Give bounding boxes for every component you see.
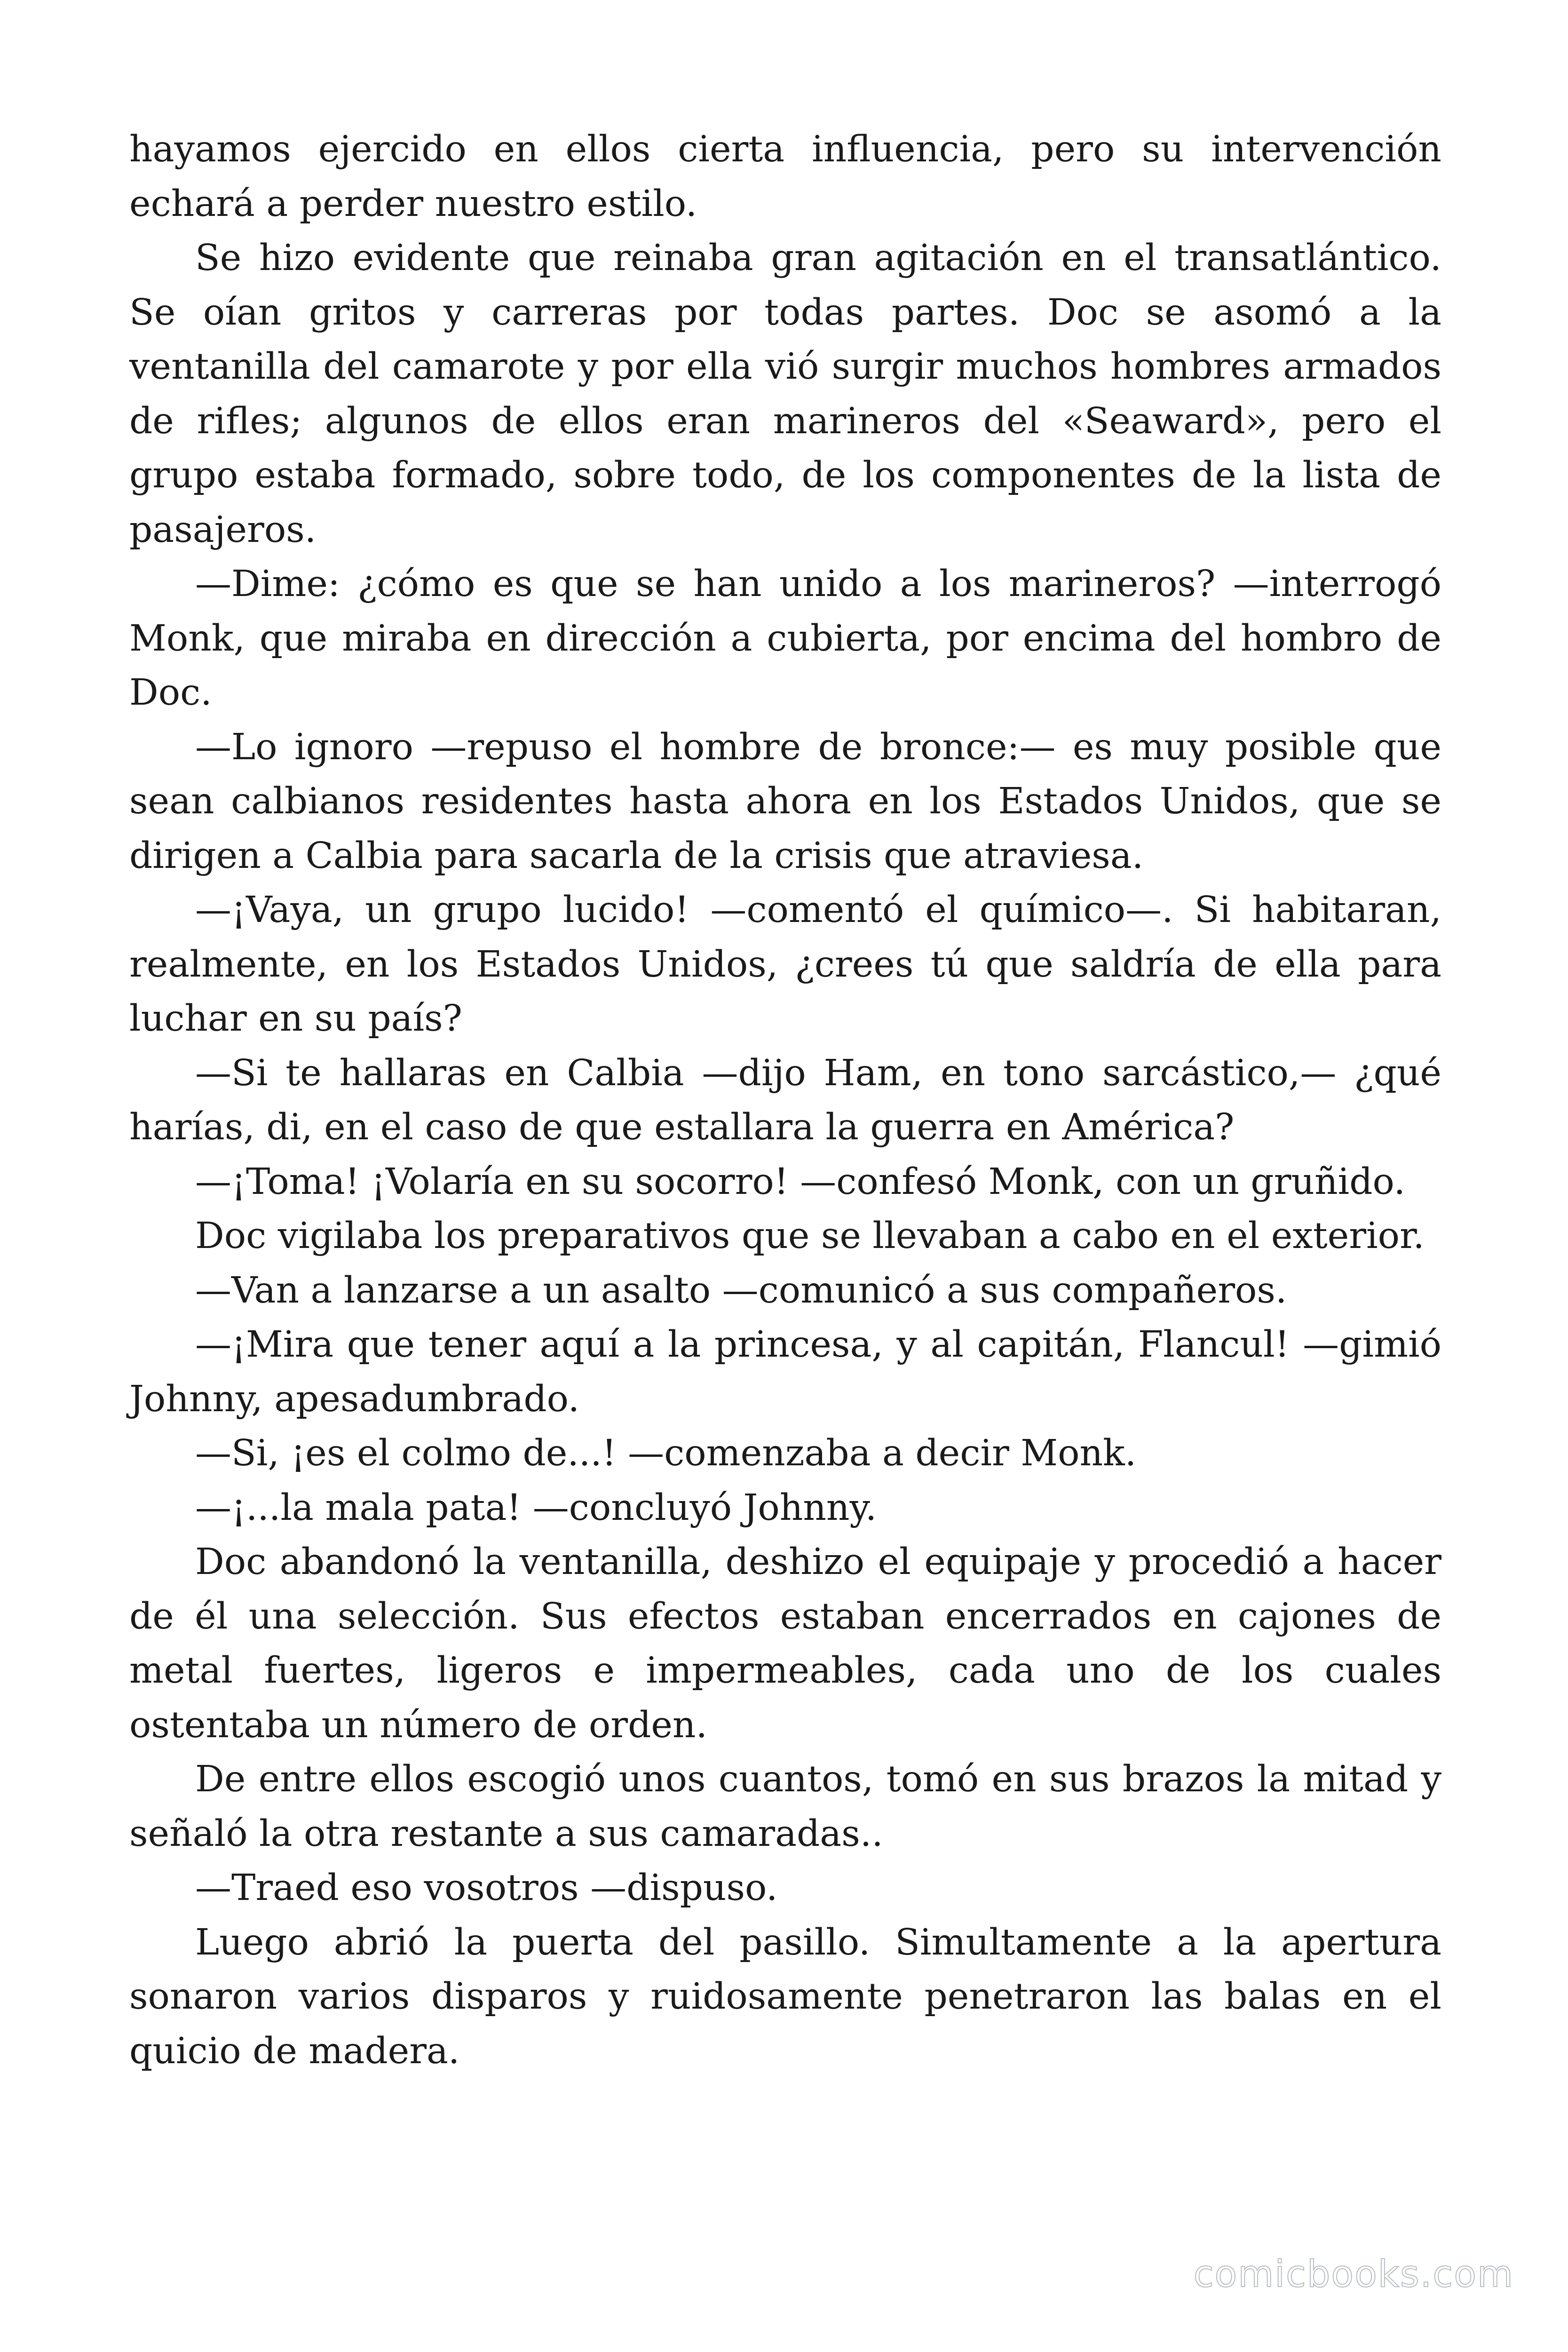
- watermark: comicbooks.com: [1193, 2253, 1514, 2296]
- paragraph-4: —Lo ignoro —repuso el hombre de bronce:— es muy posible que sean calbianos residentes hasta ahora en los Estados Unidos, que se dirigen a Calbia para sacarla de la crisis que atraviesa.: [129, 726, 1441, 877]
- paragraph-5: —¡Vaya, un grupo lucido! —comentó el químico—. Si habitaran, realmente, en los Estados Unidos, ¿crees tú que saldría de ella para luchar en su país?: [129, 889, 1441, 1040]
- paragraph-8: Doc vigilaba los preparativos que se llevaban a cabo en el exterior.: [195, 1215, 1425, 1257]
- paragraph-2: Se hizo evidente que reinaba gran agitación en el transatlántico. Se oían gritos y carreras por todas partes. Doc se asomó a la ventanilla del camarote y por ella vió surgir muchos hombres armados de rifles; algunos de ellos eran marineros del «Seaward», pero el grupo estaba formado, sobre todo, de los componentes de la lista de pasajeros.: [129, 237, 1441, 551]
- paragraph-9: —Van a lanzarse a un asalto —comunicó a sus compañeros.: [195, 1269, 1287, 1311]
- paragraph-15: —Traed eso vosotros —dispuso.: [195, 1867, 778, 1909]
- paragraph-16: Luego abrió la puerta del pasillo. Simultamente a la apertura sonaron varios disparos y ruidosamente penetraron las balas en el quicio de madera.: [129, 1921, 1441, 2072]
- paragraph-1: hayamos ejercido en ellos cierta influencia, pero su intervención echará a perder nuestro estilo.: [129, 128, 1441, 225]
- book-page-text: [129, 122, 1441, 2078]
- paragraph-3: —Dime: ¿cómo es que se han unido a los marineros? —interrogó Monk, que miraba en dirección a cubierta, por encima del hombro de Doc.: [129, 563, 1441, 714]
- paragraph-6: —Si te hallaras en Calbia —dijo Ham, en tono sarcástico,— ¿qué harías, di, en el caso de que estallara la guerra en América?: [129, 1052, 1441, 1148]
- paragraph-7: —¡Toma! ¡Volaría en su socorro! —confesó Monk, con un gruñido.: [195, 1160, 1405, 1203]
- paragraph-13: Doc abandonó la ventanilla, deshizo el equipaje y procedió a hacer de él una selección. Sus efectos estaban encerrados en cajones de metal fuertes, ligeros e impermeables, cada uno de los cuales ostentaba un número de orden.: [129, 1541, 1441, 1746]
- paragraph-11: —Si, ¡es el colmo de...! —comenzaba a decir Monk.: [195, 1432, 1137, 1474]
- paragraph-12: —¡...la mala pata! —concluyó Johnny.: [195, 1486, 877, 1529]
- paragraph-14: De entre ellos escogió unos cuantos, tomó en sus brazos la mitad y señaló la otra restante a sus camaradas..: [129, 1758, 1441, 1855]
- paragraph-10: —¡Mira que tener aquí a la princesa, y al capitán, Flancul! —gimió Johnny, apesadumbrado.: [129, 1324, 1441, 1420]
